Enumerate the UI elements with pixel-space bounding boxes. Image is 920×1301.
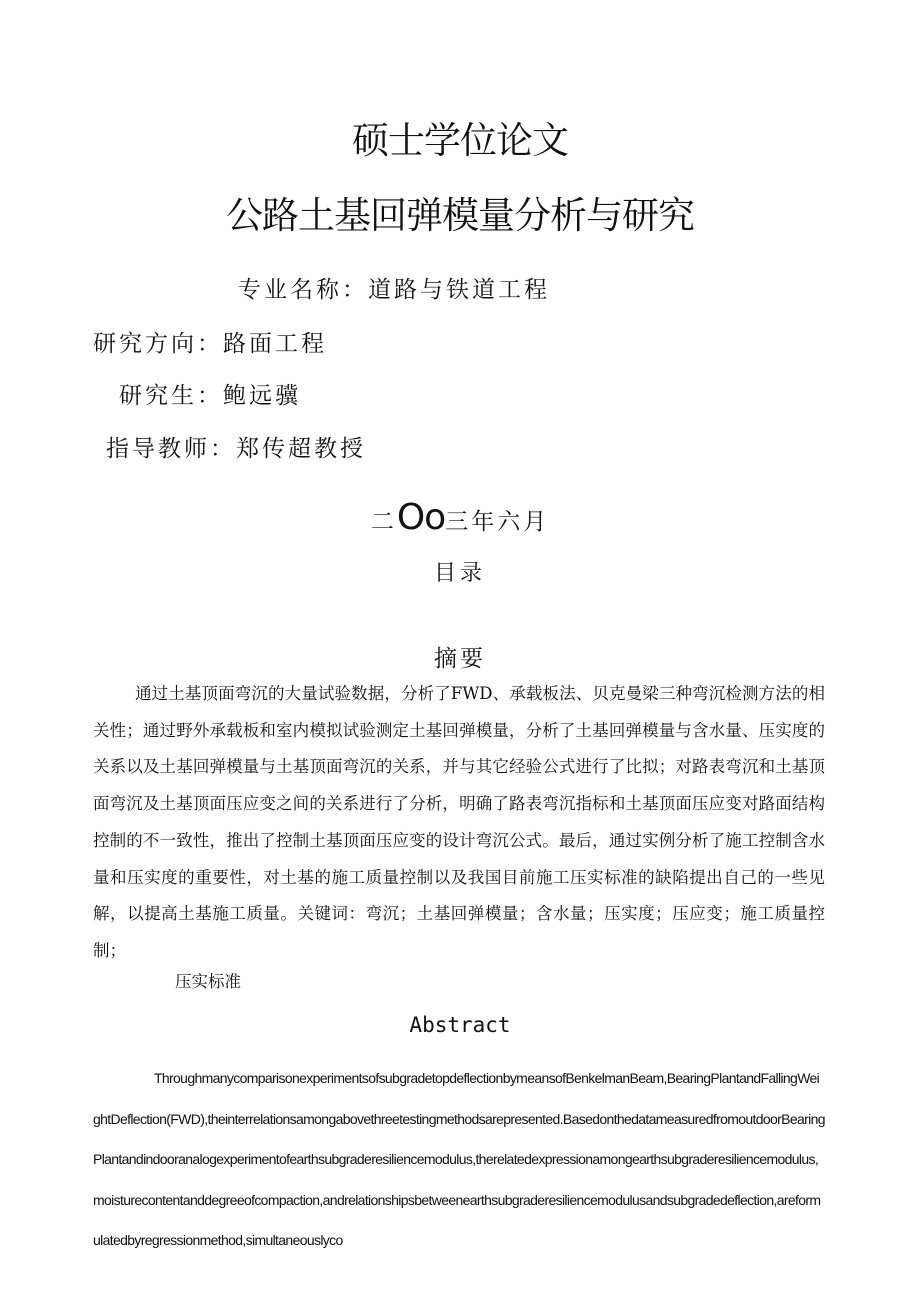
abstract-en-body: [93, 1058, 825, 1261]
research-direction-line: 研究方向：路面工程: [93, 331, 327, 357]
toc-heading: 目录: [433, 561, 486, 586]
thesis-title: 公路土基回弹模量分析与研究: [226, 194, 694, 237]
abstract-en-paragraph: ThroughmanycomparisonexperimentsofsubgradetopdeflectionbymeansofBenkelmanBeam,BearingPlantandFallingWeightDeflection(FWD),theinterrelationsamongabovethreetestingmethodsarepresented.BasedonthedatameasuredfromoutdoorBearingPlantandindooranalogexperimentofearthsubgraderesiliencemodulus,therelatedexpressionamongearthsubgraderesiliencemodulus,moisturecontentanddegreeofcompaction,andrelationshipsbetweenearthsubgraderesiliencemodulusandsubgradedeflection,areformulatedbyregressionmethod,simultaneouslyco: [93, 1070, 825, 1249]
date-prefix: 二: [370, 509, 397, 535]
date-zero: Oo: [396, 497, 446, 538]
abstract-zh-body: [93, 676, 825, 970]
date-suffix: 三年六月: [445, 509, 550, 535]
keyword-tail: 压实标准: [175, 972, 241, 991]
degree-title: 硕士学位论文: [352, 119, 568, 162]
abstract-en-heading: Abstract: [409, 1013, 511, 1037]
major-line: 专业名称：道路与铁道工程: [238, 277, 550, 303]
date-line: [0, 497, 920, 538]
advisor-line: 指导教师：郑传超教授: [106, 436, 366, 462]
abstract-zh-paragraph: 通过土基顶面弯沉的大量试验数据，分析了FWD、承载板法、贝克曼梁三种弯沉检测方法的相关性；通过野外承载板和室内模拟试验测定土基回弹模量，分析了土基回弹模量与含水量、压实度的关系以及土基回弹模量与土基顶面弯沉的关系，并与其它经验公式进行了比拟；对路表弯沉和土基顶面弯沉及土基顶面压应变之间的关系进行了分析，明确了路表弯沉指标和土基顶面压应变对路面结构控制的不一致性，推出了控制土基顶面压应变的设计弯沉公式。最后，通过实例分析了施工控制含水量和压实度的重要性，对土基的施工质量控制以及我国目前施工压实标准的缺陷提出自己的一些见解，以提高土基施工质量。关键词：弯沉；土基回弹模量；含水量；压实度；压应变；施工质量控制；: [93, 684, 825, 960]
abstract-zh-heading: 摘要: [434, 646, 486, 672]
student-line: 研究生：鲍远骥: [119, 383, 301, 409]
